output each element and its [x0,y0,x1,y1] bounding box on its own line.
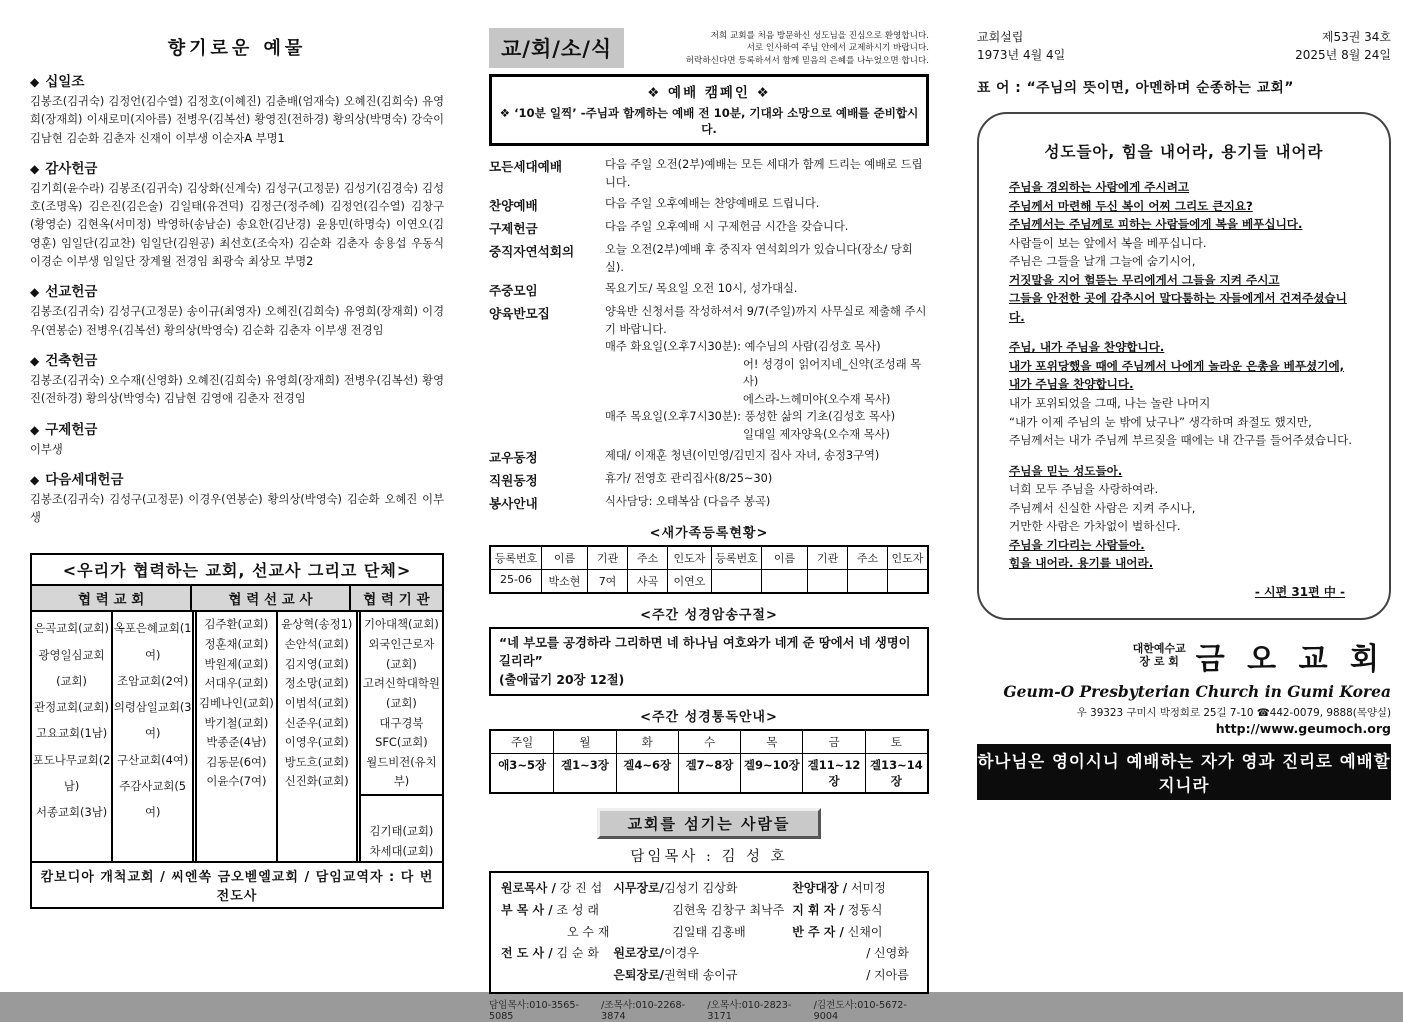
coop-missionary: 김지영(교회) [284,656,349,671]
newfamily-cell: 25-06 [500,573,532,586]
reading-chapter-cell: 겔7~8장 [678,754,740,792]
coop-missionary: 윤상혁(송정1) [281,617,353,632]
church-news-masthead: 교/회/소/식 [489,28,624,68]
coop-missionary: 이영우(교회) [284,735,349,750]
staff-entry: / 신영화 [866,946,909,961]
worship-campaign-box [489,74,929,146]
offering-section-building [30,349,444,409]
announcement-relief-offering [489,218,929,237]
diamond-icon: ◆ [30,161,40,176]
diamond-icon: ◆ [30,422,40,437]
staff-pastors-column [501,878,613,986]
cooperation-table [30,553,444,909]
section-title: 구제헌금 [45,421,98,438]
coop-header-organizations: 협 력 기 관 [351,586,442,610]
announcement-nurture-class [489,303,929,443]
psalm-line: 주님, 내가 주님을 찬양합니다. [1009,340,1165,355]
section-names: 이부생 [30,442,63,456]
section-names: 김봉조(김귀숙) 김성구(고정문) 송이규(최영자) 오혜진(김희숙) 유영희(장재희) 이경우(연봉순) 전병우(김복선) 황의상(박영숙) 김순화 김춘자 이부생 전경임 [30,305,444,337]
staff-entry: 원로장로/이경우 [613,946,699,961]
cooperation-title: <우리가 협력하는 교회, 선교사 그리고 단체> [32,555,442,586]
coop-missionary: 김베나인(교회) [198,695,274,710]
denomination-line2: 장 로 회 [1139,654,1179,668]
coop-missionary: 방도흐(교회) [284,754,349,769]
newfamily-header-cell: 등록번호 [491,547,541,570]
coop-church: 포도나무교회(2남) [32,752,111,793]
coop-organization: 외국인근로자(교회) [368,637,435,671]
senior-pastor-line: 담임목사 : 김 성 호 [630,849,788,866]
coop-missionary: 박기철(교회) [204,715,269,730]
newfamily-cell [887,570,927,592]
middle-column [489,28,929,1022]
coop-churches-col1 [32,612,111,861]
coop-missionary: 정소망(교회) [284,676,349,691]
reading-day-cell: 주일 [491,731,553,754]
diamond-icon: ◆ [30,353,40,368]
campaign-line: ❖ ‘10분 일찍’ -주님과 함께하는 예배 전 10분, 기대와 소망으로 예배를 준비합시다. [499,106,919,136]
announcement-midweek-meeting [489,280,929,299]
coop-church: 구산교회(4여) [117,752,189,767]
reading-day-cell: 수 [678,731,740,754]
denomination-line1: 대한예수교 [1132,642,1186,656]
coop-organization: 기아대책(교회) [363,617,439,632]
newfamily-data-row [491,570,927,592]
memory-verse-box [489,627,929,696]
announcement-text: 식사담당: 오태복삼 (다음주 봉곡) [605,495,771,508]
newfamily-header-cell: 이름 [761,547,807,570]
psalm-line: 주님은 그들을 날개 그늘에 숨기시어, [1009,254,1196,269]
reading-day-cell: 월 [553,731,615,754]
section-names: 김봉조(김귀숙) 김정언(김수열) 김정호(이혜진) 김춘배(엄재숙) 오혜진(김희숙) 유영희(장재희) 이새로미(지아름) 전병우(김복선) 황영진(전하경) 황의상(박명숙) 강숙이 김남현 김순화 김춘자 신재이 이부생 이순자A 부명1 [30,95,444,145]
announcement-label: 교우동정 [489,450,538,465]
contact-phones [489,997,929,1022]
newfamily-cell [807,570,847,592]
staff-entry: 시무장로/김성기 김상화 [613,881,738,896]
section-title: 선교헌금 [45,284,98,301]
psalm-line: 내가 포위당했을 때에 주님께서 나에게 놀라운 은총을 베푸셨기에, [1009,358,1345,373]
staff-entry: / 지아름 [866,967,909,982]
section-title: 십일조 [45,74,85,90]
staff-entry: 김현욱 김창구 최낙주 [672,902,785,917]
church-name: 금 오 교 회 [1195,641,1385,677]
newfamily-cell [711,570,761,592]
coop-organization: 차세대(교회) [369,843,434,858]
announcement-label: 구제헌금 [489,221,538,236]
coop-header-missionaries: 협 력 선 교 사 [192,586,351,610]
right-column [977,28,1391,800]
newfamily-header-cell: 등록번호 [711,547,761,570]
psalm-line: 주님을 기다리는 사람들아. [1009,537,1145,552]
reading-chapter-cell: 겔13~14장 [865,754,927,792]
reading-chapter-cell: 겔4~6장 [616,754,678,792]
announcement-text: 다음 주일 오후예배 시 구제헌금 시간을 갖습니다. [605,220,849,233]
psalm-line: 주님께서는 주님께로 피하는 사람들에게 복을 베푸십니다. [1009,217,1303,232]
newfamily-header-cell: 이름 [541,547,587,570]
coop-missionary: 신진화(교회) [284,774,349,789]
coop-church: 은곡교회(교회) [34,621,110,636]
coop-church: 광영일심교회(교회) [38,647,105,688]
coop-org-extra [361,822,442,861]
section-title: 건축헌금 [45,352,98,369]
coop-missionary: 박종준(4남) [206,735,267,750]
announcement-praise-worship [489,195,929,214]
announcement-label: 모든세대예배 [489,159,562,174]
staff-entry: 은퇴장로/권혁태 송이규 [613,967,738,982]
bible-reading-table [489,729,929,794]
announcement-text: 다음 주일 오전(2부)예배는 모든 세대가 함께 드리는 예배로 드립니다. [605,158,923,189]
announcement-text: 어! 성경이 읽어지네_신약(조성래 목사) [743,357,922,388]
psalm-line: 주님께서는 내가 주님께 부르짖을 때에는 내 간구를 들어주셨습니다. [1009,433,1353,448]
staff-elders-column [613,878,792,986]
staff-entry: 오 수 재 [567,924,610,939]
church-motto: 표 어 : “주님의 뜻이면, 아멘하며 순종하는 교회” [977,80,1294,96]
psalm-line: 주님께서 신실한 사람은 지켜 주시나, [1009,500,1196,515]
newfamily-header-cell: 기관 [587,547,627,570]
welcome-text [686,30,929,67]
coop-church: 서종교회(3남) [35,805,108,820]
announcement-text: 제대/ 이재훈 청년(이민영/김민지 집사 자녀, 송정3구역) [605,449,880,462]
psalm-line: 사람들이 보는 앞에서 복을 베푸십니다. [1009,235,1207,250]
section-names: 김봉조(김귀숙) 김성구(고정문) 이경우(연봉순) 황의상(박영숙) 김순화 오혜진 이부생 [30,492,444,525]
coop-missionary: 서대우(교회) [204,676,269,691]
welcome-line: 허락하신다면 등록하셔서 함께 믿음의 은혜를 나누었으면 합니다. [685,55,929,66]
coop-missionary: 손안석(교회) [284,637,349,652]
coop-church: 조암교회(2여) [117,673,189,688]
psalm-line: 주님을 경외하는 사람에게 주시려고 [1009,180,1190,194]
memory-verse-text: “네 부모를 공경하라 그리하면 네 하나님 여호와가 네게 준 땅에서 네 생명이 길리라” [499,636,911,669]
coop-missionaries-col1 [192,612,275,861]
verse-title: <주간 성경암송구절> [640,608,778,623]
announcement-all-generation [489,156,929,191]
newfamily-title: <새가족등록현황> [649,526,769,541]
established-label: 교회설립 [977,30,1024,44]
psalm-line: 주님께서 마련해 두신 복이 어찌 그리도 큰지요? [1009,198,1253,213]
psalm-line: 주님을 믿는 성도들아. [1009,463,1123,478]
coop-church: 고요교회(1남) [35,726,108,741]
reading-day-cell: 화 [616,731,678,754]
church-name-english: Geum-O Presbyterian Church in Gumi Korea [1003,681,1391,701]
psalm-line: “내가 이제 주님의 눈 밖에 났구나” 생각하며 좌절도 했지만, [1009,414,1312,429]
announcement-text: 다음 주일 오후예배는 찬양예배로 드립니다. [605,197,820,210]
reading-chapter-cell: 겔9~10장 [740,754,802,792]
staff-entry: 지 휘 자 / 정동식 [792,902,883,917]
church-address: 우 39323 구미시 박정희로 25길 7-10 ☎442-0079, 9888(목양실) [1076,706,1391,719]
reading-day-cell: 금 [802,731,864,754]
coop-missionary: 정훈채(교회) [204,637,269,652]
reading-chapter-cell: 애3~5장 [498,758,547,773]
offering-section-relief [30,418,444,459]
section-title: 다음세대헌금 [45,471,124,488]
section-names: 김봉조(김귀숙) 오수재(신영화) 오혜진(김희숙) 유영희(장재희) 전병우(김복선) 황영진(전하경) 황의상(박영숙) 김남현 김영애 김춘자 전경임 [30,373,444,406]
psalm-line: 그들을 안전한 곳에 감추시어 말다툼하는 자들에게서 건져주셨습니다. [1009,291,1347,324]
psalm-attribution: - 시편 31편 中 - [1254,584,1345,599]
newfamily-cell: 사곡 [627,570,667,592]
announcement-label: 찬양예배 [489,198,538,213]
reading-chapter-cell: 겔1~3장 [553,754,615,792]
coop-missionary: 김주환(교회) [204,617,269,632]
offering-section-mission [30,280,444,340]
offering-section-tithe [30,70,444,148]
reading-days-row [491,731,927,754]
announcement-officers-meeting [489,241,929,276]
announcement-member-news [489,447,929,466]
reading-chapter-cell: 겔11~12장 [802,754,864,792]
coop-organization: 대구경북SFC(교회) [375,715,428,750]
section-names: 김기희(윤수라) 김봉조(김귀숙) 김상화(신계숙) 김성구(고정문) 김성기(김경숙) 김성호(조명옥) 김은진(김은술) 김일태(유견덕) 김정근(정주혜) 김정언(김수열) 김창구(황영순) 김현옥(서미정) 박영하(송남순) 송요한(김난경) 윤용민(하명숙) 이연오(김영훈) 임일단(김교찬) 임일단(김원공) 최선호(조숙자) 김순화 김춘자 송용섭 우동식 이경순 이부생 임일단 장계월 전경임 최광숙 최상모 부명2 [30,181,444,269]
coop-missionary: 김동문(6여) [206,754,267,769]
announcement-text: 오늘 오전(2부)예배 후 중직자 연석회의가 있습니다(장소/ 당회실). [605,243,913,274]
announcement-text: 매주 화요일(오후7시30분): 예수님의 사람(김성호 목사) [605,340,881,353]
newfamily-header-cell: 주소 [847,547,887,570]
coop-organization: 김기태(교회) [369,823,434,838]
coop-church: 주감사교회(5여) [119,778,187,820]
staff-entry: 전 도 사 / 김 순 화 [501,946,599,961]
psalm-line: 너희 모두 주님을 사랑하여라. [1009,482,1159,497]
staff-entry: 원로목사 / 강 진 섭 [501,881,603,896]
announcement-staff-news [489,470,929,489]
psalm-title: 성도들아, 힘을 내어라, 용기들 내어라 [1044,143,1324,161]
cooperation-footer: 캄보디아 개척교회 / 씨엔쏙 금오벧엘교회 / 담임교역자 : 다 번 전도사 [32,861,442,907]
phone-entry: /조목사:010-2268-3874 [601,1000,686,1022]
coop-church: 옥포은혜교회(1여) [113,621,192,662]
newfamily-header-row [491,547,927,570]
scripture-banner: 하나님은 영이시니 예배하는 자가 영과 진리로 예배할지니라 [977,744,1391,800]
newfamily-header-cell: 기관 [807,547,847,570]
psalm-line: 거만한 사람은 가차없이 벌하신다. [1009,519,1181,534]
announcement-label: 봉사안내 [489,496,538,511]
diamond-icon: ◆ [30,472,40,487]
newfamily-header-cell: 인도자 [887,547,927,570]
reading-day-cell: 목 [740,731,802,754]
newfamily-cell: 이연오 [667,570,711,592]
announcement-text: 매주 목요일(오후7시30분): 풍성한 삶의 기초(김성호 목사) [605,410,896,423]
newfamily-cell [761,570,807,592]
announcement-text: 에스라-느헤미야(오수재 목사) [743,392,891,406]
coop-organizations [356,612,442,861]
diamond-icon: ◆ [30,285,40,300]
church-website: http://www.geumoch.org [1215,720,1391,736]
servants-header: 교회를 섬기는 사람들 [597,808,822,839]
diamond-icon: ◆ [30,75,40,89]
coop-churches-col2 [111,612,192,861]
psalm-line: 내가 포위되었을 그때, 나는 놀란 나머지 [1009,396,1211,411]
phone-entry: /오목사:010-2823-3171 [707,1000,792,1022]
psalm-line: 힘을 내어라. 용기를 내어라. [1009,556,1154,571]
announcement-service-guide [489,493,929,512]
offering-section-nextgen [30,468,444,528]
coop-organization: 고려신학대학원(교회) [362,676,440,710]
church-identity-block [977,634,1391,800]
newfamily-header-cell: 주소 [627,547,667,570]
section-title: 감사헌금 [45,160,98,177]
psalm-box [977,112,1391,620]
reading-title: <주간 성경통독안내> [640,710,778,726]
coop-church: 의령삼일교회(3여) [113,700,192,741]
announcement-text: 양육반 신청서를 작성하셔서 9/7(주일)까지 사무실로 제출해 주시기 바랍니다. [605,305,927,336]
psalm-line: 내가 주님을 찬양합니다. [1009,377,1134,392]
left-column [30,28,444,909]
campaign-title: ❖ 예배 캠페인 ❖ [647,85,771,101]
welcome-line: 서로 인사하여 주님 안에서 교제하시기 바랍니다. [746,43,929,54]
coop-organization: 월드비전(유치부) [366,754,437,789]
phone-entry: 담임목사:010-3565-5085 [489,1000,579,1022]
coop-church: 관정교회(교회) [34,700,110,715]
welcome-line: 저희 교회를 처음 방문하신 성도님을 진심으로 환영합니다. [710,31,929,41]
announcement-label: 양육반모집 [489,306,550,321]
psalm-line: 거짓말을 지어 헐뜯는 무리에게서 그들을 지켜 주시고 [1009,272,1280,287]
staff-entry: 부 목 사 / 조 성 래 [501,902,599,917]
offerings-title: 향기로운 예물 [167,38,307,59]
staff-entry: 김일태 김홍배 [672,924,746,939]
newfamily-cell [847,570,887,592]
issue-date: 2025년 8월 24일 [1295,48,1391,62]
psalm-line [1009,326,1359,338]
staff-table [489,871,929,994]
newfamily-cell: 7여 [587,570,627,592]
coop-missionaries-col2 [276,612,356,861]
newfamily-cell: 박소현 [541,570,587,592]
coop-missionary: 신준우(교회) [284,715,349,730]
issue-number: 제53권 34호 [1321,30,1391,44]
psalm-body [1009,178,1359,573]
announcement-label: 주중모임 [489,283,538,298]
announcement-label: 중직자연석회의 [489,244,575,259]
memory-verse-ref: (출애굽기 20장 12절) [499,672,625,687]
staff-music-column [792,878,917,986]
announcement-label: 직원동정 [489,473,538,488]
reading-chapters-row [491,754,927,792]
staff-entry: 찬양대장 / 서미정 [792,881,886,896]
reading-day-cell: 토 [865,731,927,754]
offering-section-thanks [30,157,444,271]
coop-missionary: 박원제(교회) [204,656,269,671]
coop-org-box [361,615,442,795]
newfamily-table [489,545,929,594]
staff-entry: 반 주 자 / 신채이 [792,924,883,939]
coop-header-churches: 협 력 교 회 [32,586,192,610]
established-date: 1973년 4월 4일 [977,48,1066,62]
announcement-text: 목요기도/ 목요일 오전 10시, 성가대실. [605,282,798,295]
psalm-line [1009,450,1359,462]
announcement-text: 휴가/ 전영호 관리집사(8/25~30) [605,472,773,485]
announcement-text: 일대일 제자양육(오수재 목사) [743,427,890,441]
coop-missionary: 이범석(교회) [284,695,349,710]
newfamily-header-cell: 인도자 [667,547,711,570]
coop-missionary: 이윤수(7여) [206,774,267,789]
phone-entry: /김전도사:010-5672-9004 [813,1000,907,1022]
